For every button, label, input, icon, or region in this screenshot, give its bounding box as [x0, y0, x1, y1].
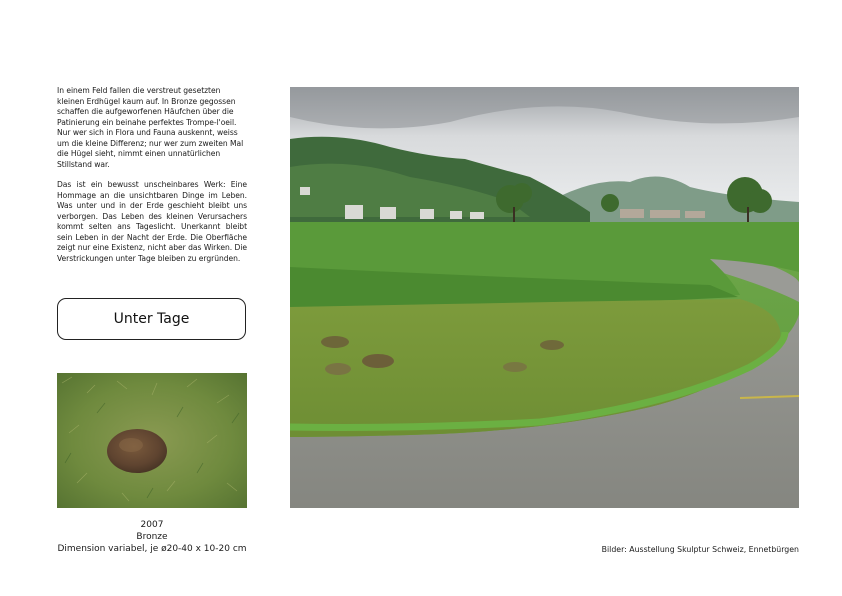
main-photo-field	[290, 87, 799, 508]
work-title: Unter Tage	[113, 311, 190, 327]
description-text	[57, 86, 247, 274]
work-title-box	[57, 298, 246, 340]
work-dimensions: Dimension variabel, je ø20-40 x 10-20 cm	[57, 544, 247, 554]
work-year: 2007	[140, 520, 164, 530]
work-material: Bronze	[136, 532, 168, 542]
description-paragraph-1: In einem Feld fallen die verstreut gesetzten kleinen Erdhügel kaum auf. In Bronze gegossen schaffen die aufgeworfenen Häufchen über die Patinierung ein beinahe perfektes Trompe-l'oeil. Nur wer sich in Flora und Fauna auskennt, weiss um die kleine Differenz; nur wer zum zweiten Mal die Hügel sieht, nimmt einen unnatürlichen Stillstand war.	[57, 86, 244, 169]
detail-photo-molehill	[57, 373, 247, 508]
photo-credit: Bilder: Ausstellung Skulptur Schweiz, Ennetbürgen	[601, 545, 799, 554]
description-paragraph-2: Das ist ein bewusst unscheinbares Werk: Eine Hommage an die unsichtbaren Dinge im Leben. Was unter und in der Erde geschieht bleibt uns verborgen. Das Leben des kleinen Verursachers kommt selten ans Tageslicht. Unerkannt bleibt sein Leben in der Nacht der Erde. Die Oberfläche zeigt nur eine Existenz, nicht aber das Wirken. Die Verstrickungen unter Tage bleiben zu ergründen.	[57, 180, 247, 263]
work-caption	[57, 519, 247, 555]
